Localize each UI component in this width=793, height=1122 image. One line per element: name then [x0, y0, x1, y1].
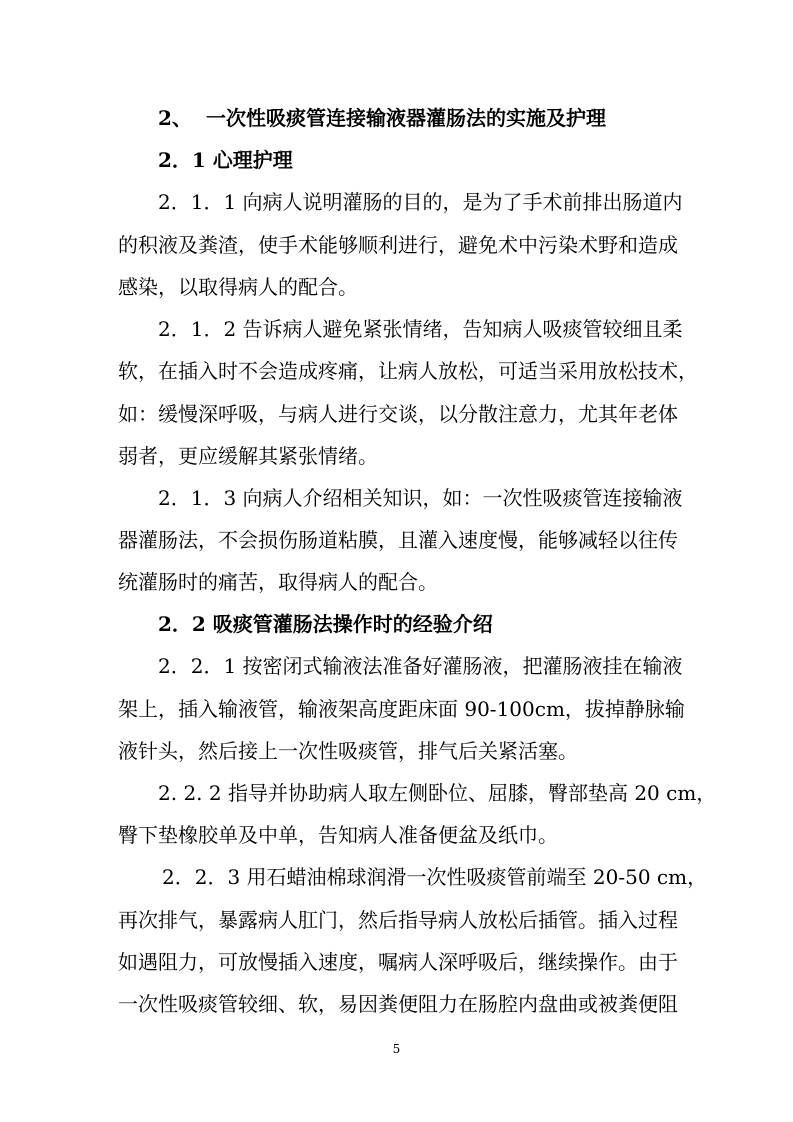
subsection-heading-2-1: 2．1 心理护理 — [158, 148, 293, 172]
page-number: 5 — [392, 1042, 401, 1056]
paragraph-2-2-3-line-2: 再次排气，暴露病人肛门，然后指导病人放松后插管。插入过程 — [118, 908, 678, 932]
paragraph-2-1-2-line-1: 2．1．2 告诉病人避免紧张情绪，告知病人吸痰管较细且柔 — [158, 317, 683, 341]
paragraph-2-1-3-line-1: 2．1．3 向病人介绍相关知识，如：一次性吸痰管连接输液 — [158, 486, 683, 510]
paragraph-2-1-1-line-1: 2．1．1 向病人说明灌肠的目的，是为了手术前排出肠道内 — [158, 190, 683, 214]
paragraph-2-1-3-line-3: 统灌肠时的痛苦，取得病人的配合。 — [118, 570, 438, 594]
subsection-heading-2-2: 2．2 吸痰管灌肠法操作时的经验介绍 — [158, 612, 493, 636]
paragraph-2-2-2-line-1: 2. 2. 2 指导并协助病人取左侧卧位、屈膝，臀部垫高 20 cm， — [158, 781, 717, 805]
paragraph-2-2-1-line-2: 架上，插入输液管，输液架高度距床面 90-100cm，拔掉静脉输 — [118, 697, 685, 721]
section-heading-title: 一次性吸痰管连接输液器灌肠法的实施及护理 — [206, 106, 606, 130]
paragraph-2-2-3-line-4: 一次性吸痰管较细、软，易因粪便阻力在肠腔内盘曲或被粪便阻 — [118, 992, 678, 1016]
paragraph-2-1-2-line-3: 如：缓慢深呼吸，与病人进行交谈，以分散注意力，尤其年老体 — [118, 402, 678, 426]
paragraph-2-2-3-line-1: 2．2．3 用石蜡油棉球润滑一次性吸痰管前端至 20-50 cm， — [162, 865, 708, 889]
paragraph-2-1-1-line-2: 的积液及粪渣，使手术能够顺利进行，避免术中污染术野和造成 — [118, 233, 678, 257]
section-heading-number: 2、 — [158, 106, 192, 130]
paragraph-2-1-2-line-4: 弱者，更应缓解其紧张情绪。 — [118, 444, 378, 468]
paragraph-2-2-2-line-2: 臀下垫橡胶单及中单，告知病人准备便盆及纸巾。 — [118, 823, 558, 847]
paragraph-2-2-1-line-3: 液针头，然后接上一次性吸痰管，排气后关紧活塞。 — [118, 739, 578, 763]
paragraph-2-1-3-line-2: 器灌肠法，不会损伤肠道粘膜，且灌入速度慢，能够减轻以往传 — [118, 528, 678, 552]
paragraph-2-1-2-line-2: 软，在插入时不会造成疼痛，让病人放松，可适当采用放松技术， — [118, 359, 698, 383]
paragraph-2-2-1-line-1: 2．2．1 按密闭式输液法准备好灌肠液，把灌肠液挂在输液 — [158, 654, 683, 678]
paragraph-2-2-3-line-3: 如遇阻力，可放慢插入速度，嘱病人深呼吸后，继续操作。由于 — [118, 950, 678, 974]
paragraph-2-1-1-line-3: 感染，以取得病人的配合。 — [118, 275, 358, 299]
section-heading — [158, 104, 678, 132]
